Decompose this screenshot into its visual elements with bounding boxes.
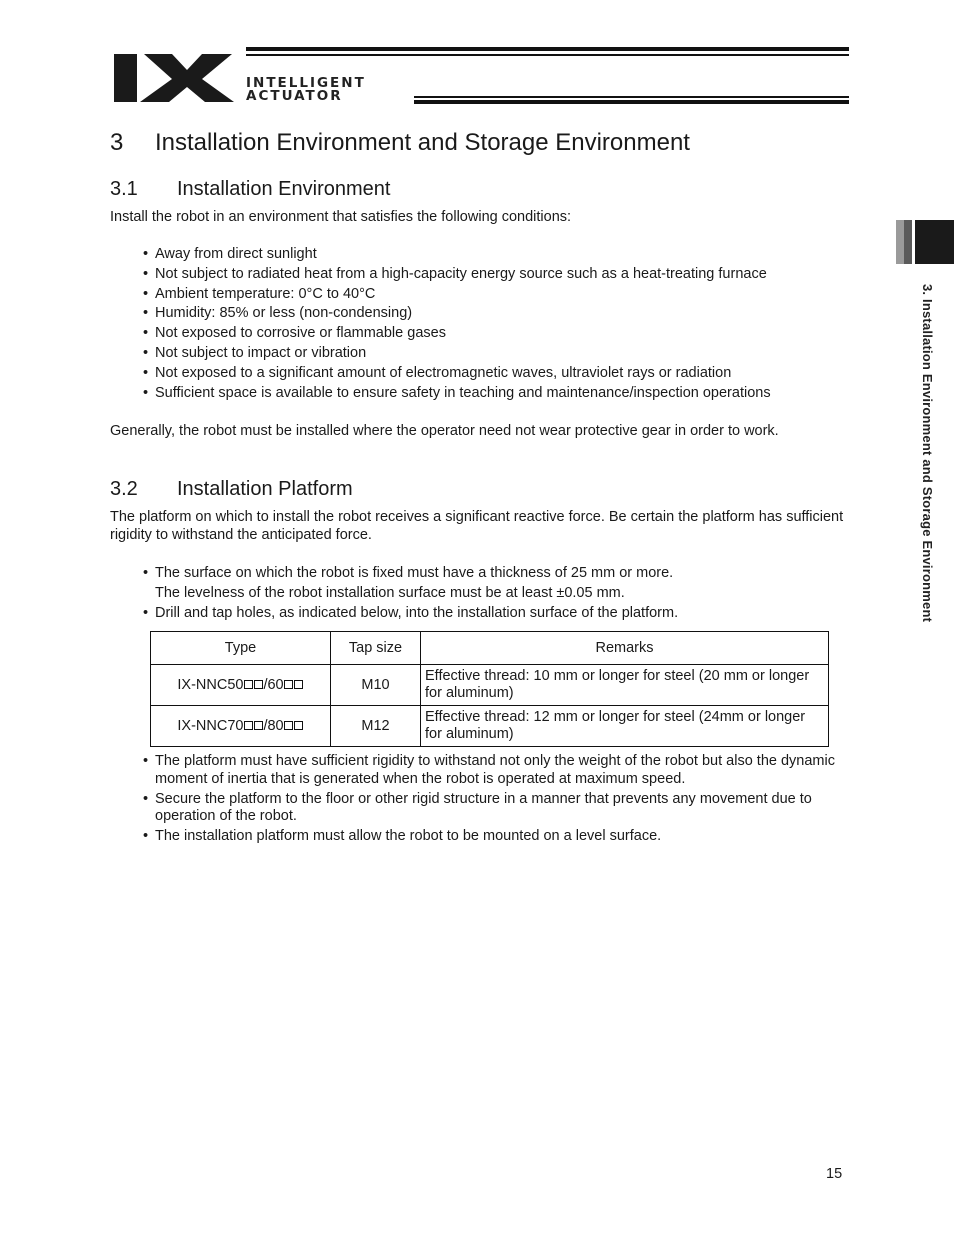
list-item: • The surface on which the robot is fixed must have a thickness of 25 mm or more. The levelness of the robot installation surface must be at least ±0.05 mm. bbox=[143, 565, 674, 601]
section-heading-3-1: 3.1 Installation Environment bbox=[110, 178, 391, 200]
cell-remarks: Effective thread: 12 mm or longer for steel (24mm or longer for aluminum) bbox=[421, 706, 829, 747]
header-rule-bottom-thin bbox=[414, 96, 849, 98]
header-rule-bottom-thick bbox=[414, 100, 849, 104]
header-rule-top-thin bbox=[246, 54, 849, 56]
environment-conditions-list bbox=[143, 245, 771, 403]
section1-closing: Generally, the robot must be installed where the operator need not wear protective gear in order to work. bbox=[110, 423, 779, 439]
list-item: • Not exposed to corrosive or flammable gases bbox=[143, 325, 446, 342]
platform-notes-list bbox=[143, 753, 850, 848]
list-item: • The platform must have sufficient rigidity to withstand not only the weight of the robot but also the dynamic moment of inertia that is generated when the robot is operated at maximum speed. bbox=[143, 753, 835, 787]
chapter-tab-stripe-dark bbox=[904, 220, 912, 264]
list-item: • Secure the platform to the floor or other rigid structure in a manner that prevents any movement due to operation of the robot. bbox=[143, 790, 812, 824]
tap-hole-table bbox=[150, 631, 829, 747]
table-row bbox=[151, 706, 829, 747]
chapter-tab-block bbox=[915, 220, 954, 264]
list-item: • Not subject to impact or vibration bbox=[143, 344, 367, 361]
cell-type: IX-NNC50 /60 bbox=[151, 665, 331, 706]
list-item: • Not subject to radiated heat from a high-capacity energy source such as a heat-treating furnace bbox=[143, 265, 767, 282]
table-header-row bbox=[151, 632, 829, 665]
column-header-tap-size: Tap size bbox=[331, 632, 421, 665]
table-row bbox=[151, 665, 829, 706]
list-item: • Humidity: 85% or less (non-condensing) bbox=[143, 305, 413, 322]
column-header-remarks: Remarks bbox=[421, 632, 829, 665]
chapter-tab-stripe-light bbox=[896, 220, 904, 264]
ix-logo bbox=[110, 48, 238, 104]
cell-type: IX-NNC70 /80 bbox=[151, 706, 331, 747]
list-item: • Away from direct sunlight bbox=[143, 246, 317, 262]
page-number: 15 bbox=[826, 1166, 843, 1182]
list-item: • Not exposed to a significant amount of electromagnetic waves, ultraviolet rays or radiation bbox=[143, 364, 732, 381]
cell-tap-size: M12 bbox=[331, 706, 421, 747]
section2-intro: The platform on which to install the robot receives a significant reactive force. Be certain the platform has sufficient rigidity to withstand the anticipated force. bbox=[110, 509, 844, 543]
section1-intro: Install the robot in an environment that satisfies the following conditions: bbox=[110, 209, 572, 225]
list-item: • Sufficient space is available to ensure safety in teaching and maintenance/inspection operations bbox=[143, 384, 771, 401]
list-item: • The installation platform must allow the robot to be mounted on a level surface. bbox=[143, 828, 662, 844]
list-item: • Drill and tap holes, as indicated below, into the installation surface of the platform. bbox=[143, 604, 679, 621]
cell-remarks: Effective thread: 10 mm or longer for steel (20 mm or longer for aluminum) bbox=[421, 665, 829, 706]
chapter-heading: 3 Installation Environment and Storage Environment bbox=[110, 129, 690, 156]
section-heading-3-2: 3.2 Installation Platform bbox=[110, 478, 353, 500]
cell-tap-size: M10 bbox=[331, 665, 421, 706]
list-item: • Ambient temperature: 0°C to 40°C bbox=[143, 285, 376, 302]
logo-wordmark: INTELLIGENT ACTUATOR bbox=[246, 75, 366, 104]
platform-requirements-list bbox=[143, 564, 679, 623]
header-rule-top-thick bbox=[246, 47, 849, 51]
side-chapter-label: 3. Installation Environment and Storage Environment bbox=[920, 284, 935, 623]
column-header-type: Type bbox=[151, 632, 331, 665]
